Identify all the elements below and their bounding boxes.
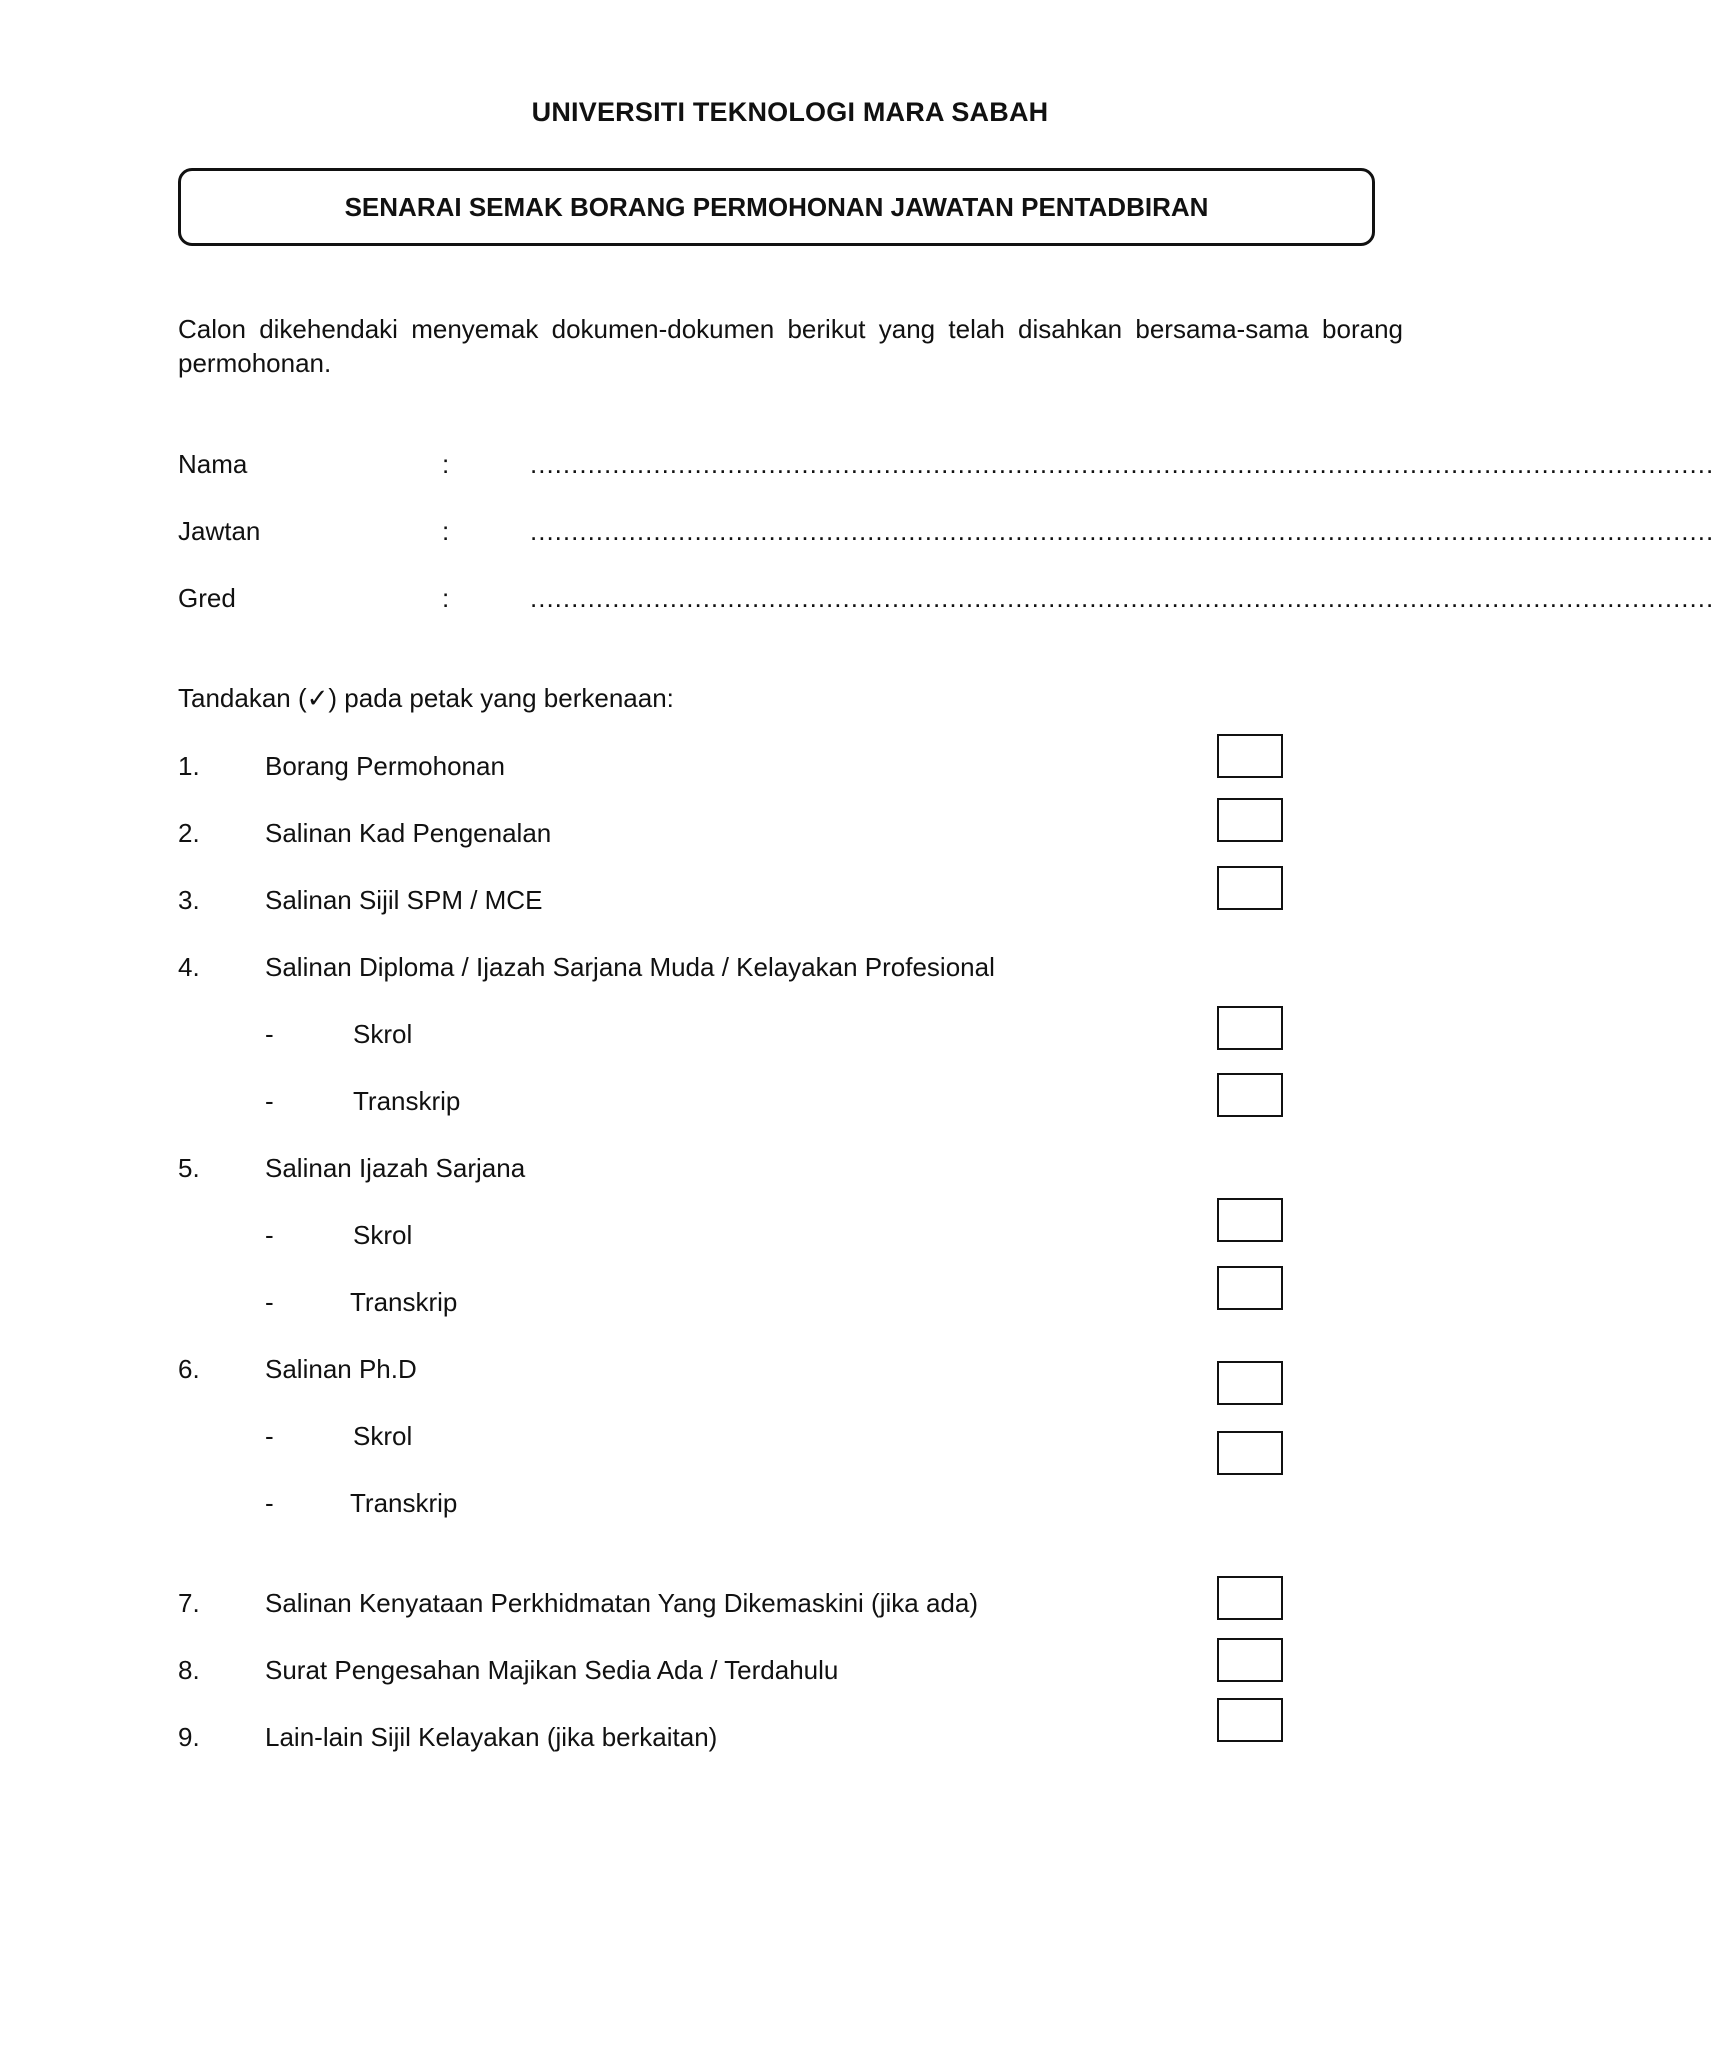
checkbox-item-5-skrol[interactable] xyxy=(1217,1198,1283,1242)
field-label-jawatan: Jawtan xyxy=(178,516,261,546)
checkbox-item-6[interactable] xyxy=(1217,1361,1283,1405)
checkbox-item-5-transkrip[interactable] xyxy=(1217,1266,1283,1310)
checkbox-item-6-skrol[interactable] xyxy=(1217,1431,1283,1475)
university-name: UNIVERSITI TEKNOLOGI MARA SABAH xyxy=(531,97,1049,127)
item-text: Surat Pengesahan Majikan Sedia Ada / Terdahulu xyxy=(265,1655,839,1685)
checkbox-item-3[interactable] xyxy=(1217,866,1283,910)
form-title-box xyxy=(178,168,1375,246)
subitem-dash: - xyxy=(265,1287,274,1317)
subitem-text: Skrol xyxy=(353,1220,413,1250)
subitem-text: Skrol xyxy=(353,1019,413,1049)
gred-input-line[interactable]: ................................................................................................................................................ xyxy=(530,583,1714,613)
field-colon: : xyxy=(442,516,450,546)
subitem-dash: - xyxy=(265,1421,274,1451)
item-number: 5. xyxy=(178,1153,200,1183)
subitem-dash: - xyxy=(265,1488,274,1518)
jawatan-input-line[interactable]: ................................................................................................................................................ xyxy=(530,516,1714,546)
subitem-text: Transkrip xyxy=(350,1488,458,1518)
intro-paragraph: Calon dikehendaki menyemak dokumen-dokumen berikut yang telah disahkan bersama-sama borang permohonan. xyxy=(178,314,1403,378)
item-text: Salinan Sijil SPM / MCE xyxy=(265,885,543,915)
item-text: Salinan Diploma / Ijazah Sarjana Muda / Kelayakan Profesional xyxy=(265,952,995,982)
item-text: Borang Permohonan xyxy=(265,751,505,781)
checkbox-item-9[interactable] xyxy=(1217,1698,1283,1742)
subitem-dash: - xyxy=(265,1019,274,1049)
item-text: Salinan Kad Pengenalan xyxy=(265,818,552,848)
field-label-nama: Nama xyxy=(178,449,248,479)
checkbox-item-2[interactable] xyxy=(1217,798,1283,842)
item-number: 1. xyxy=(178,751,200,781)
subitem-text: Transkrip xyxy=(350,1287,458,1317)
subitem-text: Skrol xyxy=(353,1421,413,1451)
item-number: 8. xyxy=(178,1655,200,1685)
subitem-text: Transkrip xyxy=(353,1086,461,1116)
item-text: Salinan Ph.D xyxy=(265,1354,417,1384)
checkbox-item-4-transkrip[interactable] xyxy=(1217,1073,1283,1117)
checkbox-item-1[interactable] xyxy=(1217,734,1283,778)
subitem-dash: - xyxy=(265,1086,274,1116)
item-text: Lain-lain Sijil Kelayakan (jika berkaitan) xyxy=(265,1722,718,1752)
form-title: SENARAI SEMAK BORANG PERMOHONAN JAWATAN PENTADBIRAN xyxy=(344,191,1209,222)
item-number: 4. xyxy=(178,952,200,982)
item-text: Salinan Kenyataan Perkhidmatan Yang Dikemaskini (jika ada) xyxy=(265,1588,978,1618)
item-number: 6. xyxy=(178,1354,200,1384)
field-colon: : xyxy=(442,449,450,479)
checkbox-item-4-skrol[interactable] xyxy=(1217,1006,1283,1050)
field-colon: : xyxy=(442,583,450,613)
checkbox-item-8[interactable] xyxy=(1217,1638,1283,1682)
item-number: 9. xyxy=(178,1722,200,1752)
item-number: 2. xyxy=(178,818,200,848)
instruction-text: Tandakan (✓) pada petak yang berkenaan: xyxy=(178,683,674,713)
field-label-gred: Gred xyxy=(178,583,236,613)
checkbox-item-7[interactable] xyxy=(1217,1576,1283,1620)
nama-input-line[interactable]: ................................................................................................................................................ xyxy=(530,449,1714,479)
item-number: 3. xyxy=(178,885,200,915)
subitem-dash: - xyxy=(265,1220,274,1250)
item-text: Salinan Ijazah Sarjana xyxy=(265,1153,526,1183)
item-number: 7. xyxy=(178,1588,200,1618)
